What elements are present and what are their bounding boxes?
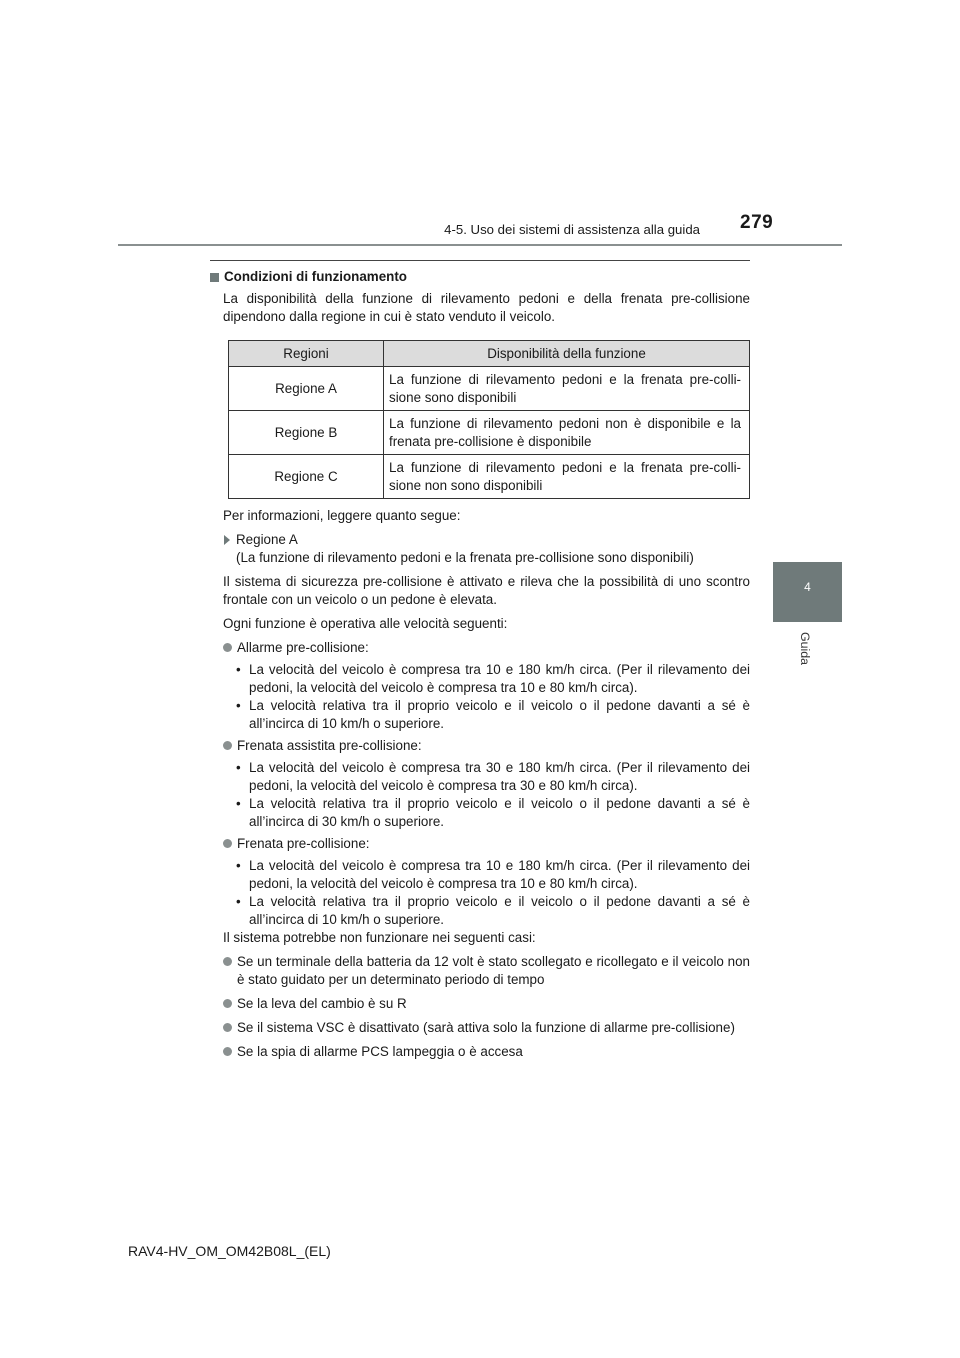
table-header-row — [229, 341, 750, 367]
subheading — [210, 268, 750, 286]
table-row — [229, 367, 750, 411]
list-item — [210, 953, 750, 989]
function-title: Allarme pre-collisione: — [237, 640, 369, 655]
function-title: Frenata assistita pre-collisione: — [237, 738, 422, 753]
table-row — [229, 411, 750, 455]
table-cell-availability: La funzione di rilevamento pedoni e la frenata pre-colli-sione sono disponibili — [384, 367, 750, 411]
page-content — [210, 268, 750, 1061]
region-a-title: Regione A — [236, 532, 298, 547]
page-number: 279 — [740, 212, 774, 233]
function-detail: La velocità relativa tra il proprio veicolo e il veicolo o il pedone davanti a sé è all’incirca di 10 km/h o superiore. — [249, 894, 750, 927]
circle-bullet-icon — [223, 999, 232, 1008]
table-cell-region: Regione B — [229, 411, 384, 455]
table-cell-region: Regione C — [229, 455, 384, 499]
chapter-number: 4 — [804, 580, 811, 594]
not-working-paragraph: Il sistema potrebbe non funzionare nei seguenti casi: — [223, 930, 536, 945]
speeds-paragraph: Ogni funzione è operativa alle velocità seguenti: — [223, 616, 508, 631]
table-row — [229, 455, 750, 499]
table-cell-availability: La funzione di rilevamento pedoni e la frenata pre-colli-sione non sono disponibili — [384, 455, 750, 499]
header-divider — [118, 244, 842, 246]
circle-bullet-icon — [223, 1023, 232, 1032]
table-cell-region: Regione A — [229, 367, 384, 411]
circle-bullet-icon — [223, 643, 232, 652]
list-item — [210, 639, 750, 657]
region-a-subtitle: (La funzione di rilevamento pedoni e la frenata pre-collisione sono disponibili) — [236, 550, 694, 565]
section-rule — [210, 260, 750, 261]
function-detail: La velocità del veicolo è compresa tra 30 e 180 km/h circa. (Per il rilevamento dei pedoni, la velocità del veicolo è compresa tra 30 e 80 km/h circa). — [249, 760, 750, 793]
list-item — [210, 737, 750, 755]
info-line: Per informazioni, leggere quanto segue: — [223, 508, 461, 523]
header-section-title: 4-5. Uso dei sistemi di assistenza alla guida — [444, 222, 700, 237]
list-item: • La velocità relativa tra il proprio veicolo e il veicolo o il pedone davanti a sé è all’incirca di 30 km/h o superiore. — [236, 796, 750, 829]
circle-bullet-icon — [223, 1047, 232, 1056]
list-item: • La velocità del veicolo è compresa tra 30 e 180 km/h circa. (Per il rilevamento dei pedoni, la velocità del veicolo è compresa tra 30 e 80 km/h circa). — [236, 760, 750, 793]
triangle-arrow-icon — [224, 535, 230, 545]
list-item: • La velocità del veicolo è compresa tra 10 e 180 km/h circa. (Per il rilevamento dei pedoni, la velocità del veicolo è compresa tra 10 e 80 km/h circa). — [236, 662, 750, 695]
table-header-cell: Disponibilità della funzione — [384, 341, 750, 367]
list-item: • La velocità relativa tra il proprio veicolo e il veicolo o il pedone davanti a sé è all’incirca di 10 km/h o superiore. — [236, 698, 750, 731]
case-text: Se la spia di allarme PCS lampeggia o è accesa — [237, 1044, 523, 1059]
function-detail: La velocità relativa tra il proprio veicolo e il veicolo o il pedone davanti a sé è all’incirca di 30 km/h o superiore. — [249, 796, 750, 829]
function-title: Frenata pre-collisione: — [237, 836, 370, 851]
activation-paragraph: Il sistema di sicurezza pre-collisione è attivato e rileva che la possibilità di uno scontro frontale con un veicolo o un pedone è elevata. — [223, 574, 750, 607]
footer-code: RAV4-HV_OM_OM42B08L_(EL) — [128, 1243, 331, 1259]
case-text: Se un terminale della batteria da 12 volt è stato scollegato e ricollegato e il veicolo non è stato guidato per un determinato periodo di tempo — [237, 954, 750, 987]
function-detail: La velocità del veicolo è compresa tra 10 e 180 km/h circa. (Per il rilevamento dei pedoni, la velocità del veicolo è compresa tra 10 e 80 km/h circa). — [249, 858, 750, 891]
circle-bullet-icon — [223, 741, 232, 750]
availability-table — [228, 340, 750, 499]
circle-bullet-icon — [223, 957, 232, 966]
function-detail: La velocità del veicolo è compresa tra 10 e 180 km/h circa. (Per il rilevamento dei pedoni, la velocità del veicolo è compresa tra 10 e 80 km/h circa). — [249, 662, 750, 695]
table-header-cell: Regioni — [229, 341, 384, 367]
circle-bullet-icon — [223, 839, 232, 848]
chapter-label: Guida — [798, 632, 812, 666]
function-detail: La velocità relativa tra il proprio veicolo e il veicolo o il pedone davanti a sé è all’incirca di 10 km/h o superiore. — [249, 698, 750, 731]
list-item — [210, 1043, 750, 1061]
list-item: • La velocità del veicolo è compresa tra 10 e 180 km/h circa. (Per il rilevamento dei pedoni, la velocità del veicolo è compresa tra 10 e 80 km/h circa). — [236, 858, 750, 891]
list-item — [210, 1019, 750, 1037]
list-item: • La velocità relativa tra il proprio veicolo e il veicolo o il pedone davanti a sé è all’incirca di 10 km/h o superiore. — [236, 894, 750, 927]
chapter-tab[interactable] — [773, 562, 842, 622]
subheading-text: Condizioni di funzionamento — [224, 269, 407, 284]
case-text: Se la leva del cambio è su R — [237, 996, 407, 1011]
intro-paragraph: La disponibilità della funzione di rilevamento pedoni e della frenata pre-collisione dipendono dalla regione in cui è stato venduto il veicolo. — [223, 291, 750, 324]
list-item — [210, 995, 750, 1013]
table-cell-availability: La funzione di rilevamento pedoni non è disponibile e la frenata pre-collisione è disponibile — [384, 411, 750, 455]
case-text: Se il sistema VSC è disattivato (sarà attiva solo la funzione di allarme pre-collisione) — [237, 1020, 735, 1035]
list-item — [210, 835, 750, 853]
square-bullet-icon — [210, 273, 219, 282]
region-a-heading — [210, 531, 750, 567]
